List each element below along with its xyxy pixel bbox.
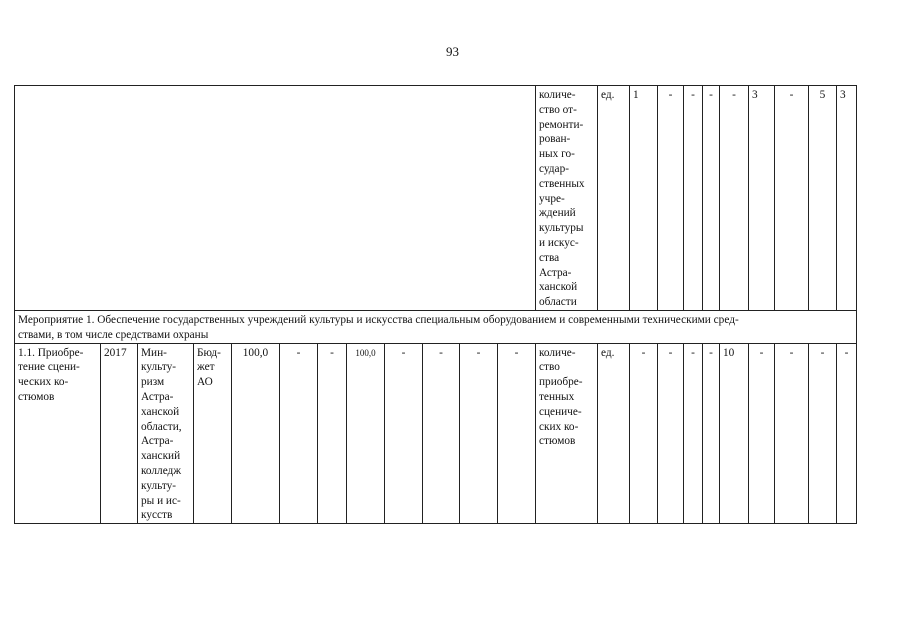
value-cell: 1 [630, 86, 658, 311]
empty-cell [15, 86, 536, 311]
value-cell: - [498, 343, 536, 524]
value-cell: - [658, 86, 684, 311]
total-cell: 100,0 [232, 343, 280, 524]
value-cell: 3 [749, 86, 775, 311]
executor-cell: Мин- культу- ризм Астра- ханской области, Астра- ханский колледж культу- ры и ис- кусств [138, 343, 194, 524]
value-cell: - [423, 343, 460, 524]
unit-cell: ед. [598, 86, 630, 311]
value-cell: - [809, 343, 837, 524]
indicator-cell: количе- ство от- ремонти- рован- ных го- судар- ственных учре- ждений культуры и искус- ства Астра- ханской области [536, 86, 598, 311]
value-cell: - [684, 86, 703, 311]
value-cell: 5 [809, 86, 837, 311]
value-cell: - [837, 343, 857, 524]
year-cell: 2017 [101, 343, 138, 524]
value-cell: - [775, 86, 809, 311]
table-row [15, 310, 857, 343]
value-cell: - [720, 86, 749, 311]
event-title: Мероприятие 1. Обеспечение государственных учреждений культуры и искусства специальным оборудованием и современными техническими сред- ствами, в том числе средствами охраны [15, 310, 857, 343]
value-cell: - [703, 86, 720, 311]
source-cell: Бюд- жет АО [194, 343, 232, 524]
unit-cell: ед. [598, 343, 630, 524]
value-cell: - [684, 343, 703, 524]
program-table [14, 85, 857, 524]
indicator-cell: количе- ство приобре- тенных сцениче- ских ко- стюмов [536, 343, 598, 524]
value-cell: - [460, 343, 498, 524]
value-cell: - [630, 343, 658, 524]
value-cell: 100,0 [347, 343, 385, 524]
value-cell: - [749, 343, 775, 524]
value-cell: - [280, 343, 318, 524]
table-row [15, 86, 857, 311]
page-number: 93 [446, 44, 459, 59]
value-cell: - [703, 343, 720, 524]
table-row [15, 343, 857, 524]
value-cell: - [318, 343, 347, 524]
value-cell: - [658, 343, 684, 524]
value-cell: 10 [720, 343, 749, 524]
value-cell: 3 [837, 86, 857, 311]
value-cell: - [385, 343, 423, 524]
item-name-cell: 1.1. Приобре- тение сцени- ческих ко- стюмов [15, 343, 101, 524]
value-cell: - [775, 343, 809, 524]
